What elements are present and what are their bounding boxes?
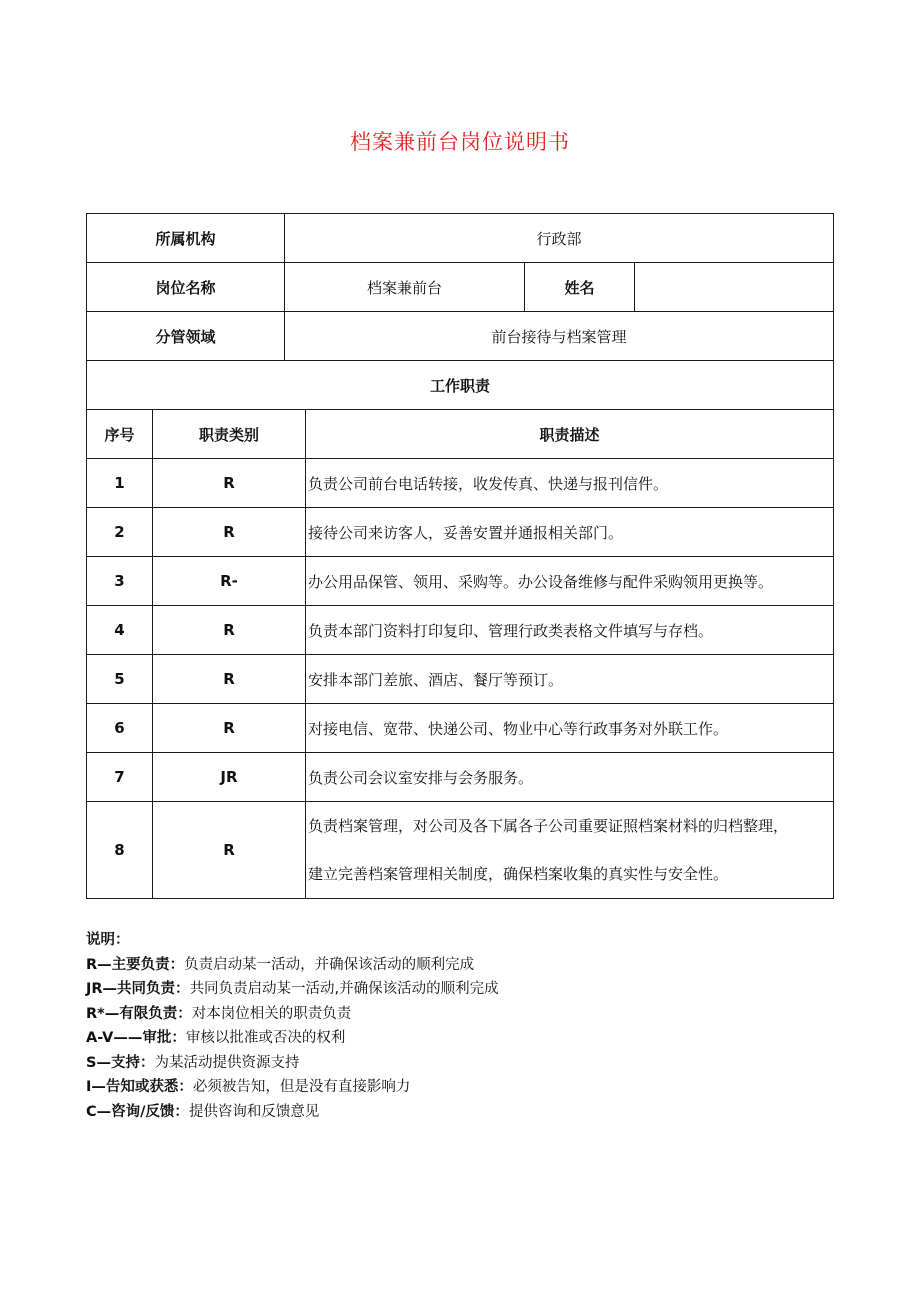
area-value: 前台接待与档案管理 — [285, 312, 834, 361]
note-term: JR—共同负责： — [86, 981, 190, 997]
row-description: 对接电信、宽带、快递公司、物业中心等行政事务对外联工作。 — [306, 704, 834, 753]
section-title: 工作职责 — [87, 361, 834, 410]
note-term: C—咨询/反馈： — [86, 1103, 189, 1120]
area-label: 分管领域 — [87, 312, 285, 361]
note-item — [86, 953, 499, 978]
table-row — [87, 459, 834, 508]
note-item — [86, 977, 499, 1002]
info-table — [86, 213, 834, 410]
area-row — [87, 312, 834, 361]
row-no: 3 — [87, 557, 153, 606]
row-no: 4 — [87, 606, 153, 655]
row-category: R — [153, 704, 306, 753]
row-category: R — [153, 802, 306, 899]
row-no: 6 — [87, 704, 153, 753]
table-row — [87, 508, 834, 557]
header-no: 序号 — [87, 410, 153, 459]
note-text: 审核以批准或否决的权利 — [185, 1030, 346, 1046]
row-description-line-1: 负责档案管理，对公司及各下属各子公司重要证照档案材料的归档整理， — [308, 817, 789, 835]
duties-header-row — [87, 410, 834, 459]
name-label: 姓名 — [525, 263, 635, 312]
note-item — [86, 1075, 499, 1100]
page-title: 档案兼前台岗位说明书 — [350, 130, 570, 154]
org-value: 行政部 — [285, 214, 834, 263]
row-category: R- — [153, 557, 306, 606]
position-row — [87, 263, 834, 312]
note-term: R*—有限负责： — [86, 1005, 192, 1022]
table-row — [87, 557, 834, 606]
note-text: 为某活动提供资源支持 — [154, 1054, 300, 1071]
row-description: 负责公司前台电话转接，收发传真、快递与报刊信件。 — [306, 459, 834, 508]
note-text: 必须被告知，但是没有直接影响力 — [192, 1079, 411, 1095]
table-row — [87, 655, 834, 704]
row-description: 办公用品保管、领用、采购等。办公设备维修与配件采购领用更换等。 — [306, 557, 834, 606]
table-row — [87, 606, 834, 655]
row-category: R — [153, 508, 306, 557]
note-item — [86, 1002, 499, 1027]
duties-table — [86, 409, 834, 899]
section-row — [87, 361, 834, 410]
note-text: 提供咨询和反馈意见 — [188, 1103, 320, 1120]
table-row — [87, 704, 834, 753]
note-term: S—支持： — [86, 1054, 155, 1071]
row-description — [306, 802, 834, 899]
note-item — [86, 1100, 499, 1125]
note-term: I—告知或获悉： — [86, 1079, 193, 1095]
row-category: JR — [153, 753, 306, 802]
row-category: R — [153, 606, 306, 655]
org-row — [87, 214, 834, 263]
notes-section — [86, 928, 499, 1124]
note-text: 共同负责启动某一活动,并确保该活动的顺利完成 — [189, 981, 499, 997]
row-description: 负责公司会议室安排与会务服务。 — [306, 753, 834, 802]
position-value: 档案兼前台 — [285, 263, 525, 312]
note-term: A-V——审批： — [86, 1030, 186, 1046]
table-row — [87, 753, 834, 802]
name-value — [635, 263, 834, 312]
notes-heading: 说明： — [86, 932, 130, 948]
header-description: 职责描述 — [306, 410, 834, 459]
row-no: 1 — [87, 459, 153, 508]
row-no: 7 — [87, 753, 153, 802]
row-no: 8 — [87, 802, 153, 899]
note-text: 负责启动某一活动，并确保该活动的顺利完成 — [184, 956, 475, 973]
row-description: 负责本部门资料打印复印、管理行政类表格文件填写与存档。 — [306, 606, 834, 655]
org-label: 所属机构 — [87, 214, 285, 263]
row-description: 安排本部门差旅、酒店、餐厅等预订。 — [306, 655, 834, 704]
header-category: 职责类别 — [153, 410, 306, 459]
row-no: 2 — [87, 508, 153, 557]
position-label: 岗位名称 — [87, 263, 285, 312]
note-term: R—主要负责： — [86, 956, 185, 973]
note-item — [86, 1026, 499, 1051]
table-row — [87, 802, 834, 899]
note-item — [86, 1051, 499, 1076]
row-category: R — [153, 459, 306, 508]
row-description-line-2: 建立完善档案管理相关制度，确保档案收集的真实性与安全性。 — [308, 865, 729, 883]
row-description: 接待公司来访客人，妥善安置并通报相关部门。 — [306, 508, 834, 557]
row-no: 5 — [87, 655, 153, 704]
note-text: 对本岗位相关的职责负责 — [191, 1005, 352, 1022]
row-category: R — [153, 655, 306, 704]
